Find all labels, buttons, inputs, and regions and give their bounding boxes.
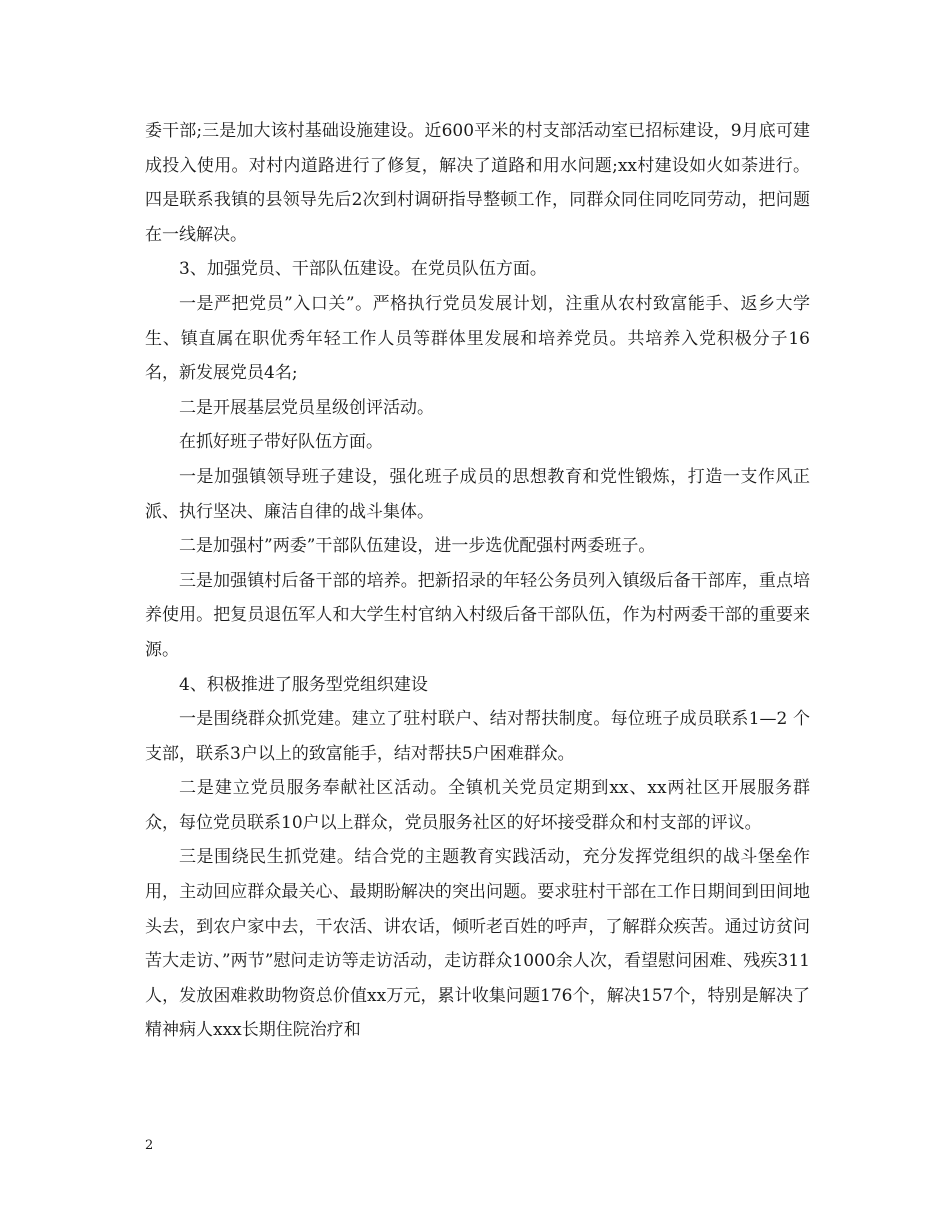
- paragraph-5: 在抓好班子带好队伍方面。: [179, 432, 383, 453]
- paragraph-3: 一是严把党员”入口关”。严格执行党员发展计划，注重从农村致富能手、返乡大学生、镇直属在职优秀年轻工作人员等群体里发展和培养党员。共培养入党积极分子16名，新发展党员4名;: [145, 293, 810, 384]
- paragraph-11: 二是建立党员服务奉献社区活动。全镇机关党员定期到xx、xx两社区开展服务群众，每位党员联系10户以上群众，党员服务社区的好坏接受群众和村支部的评议。: [145, 778, 810, 833]
- paragraph-10: 一是围绕群众抓党建。建立了驻村联户、结对帮扶制度。每位班子成员联系1—2 个支部，联系3户以上的致富能手，结对帮扶5户困难群众。: [145, 709, 810, 764]
- paragraph-12: 三是围绕民生抓党建。结合党的主题教育实践活动，充分发挥党组织的战斗堡垒作用，主动回应群众最关心、最期盼解决的突出问题。要求驻村干部在工作日期间到田间地头去，到农户家中去，干农活、讲农话，倾听老百姓的呼声，了解群众疾苦。通过访贫问苦大走访、”两节”慰问走访等走访活动，走访群众1000余人次，看望慰问困难、残疾311人，发放困难救助物资总价值xx万元，累计收集问题176个，解决157个，特别是解决了精神病人xxx长期住院治疗和: [145, 847, 810, 1041]
- paragraph-6: 一是加强镇领导班子建设，强化班子成员的思想教育和党性锻炼，打造一支作风正派、执行坚决、廉洁自律的战斗集体。: [145, 466, 810, 522]
- paragraph-7: 二是加强村”两委”干部队伍建设，进一步选优配强村两委班子。: [179, 536, 656, 557]
- paragraph-9: 4、积极推进了服务型党组织建设: [179, 674, 428, 695]
- paragraph-4: 二是开展基层党员星级创评活动。: [179, 397, 434, 418]
- document-body: [145, 114, 810, 1048]
- paragraph-2: 3、加强党员、干部队伍建设。在党员队伍方面。: [179, 259, 547, 280]
- paragraph-1: 委干部;三是加大该村基础设施建设。近600平米的村支部活动室已招标建设，9月底可建成投入使用。对村内道路进行了修复，解决了道路和用水问题;xx村建设如火如荼进行。四是联系我镇的县领导先后2次到村调研指导整顿工作，同群众同住同吃同劳动，把问题在一线解决。: [145, 121, 810, 245]
- paragraph-8: 三是加强镇村后备干部的培养。把新招录的年轻公务员列入镇级后备干部库，重点培养使用。把复员退伍军人和大学生村官纳入村级后备干部队伍，作为村两委干部的重要来源。: [145, 570, 810, 660]
- page-number: 2: [145, 1138, 154, 1153]
